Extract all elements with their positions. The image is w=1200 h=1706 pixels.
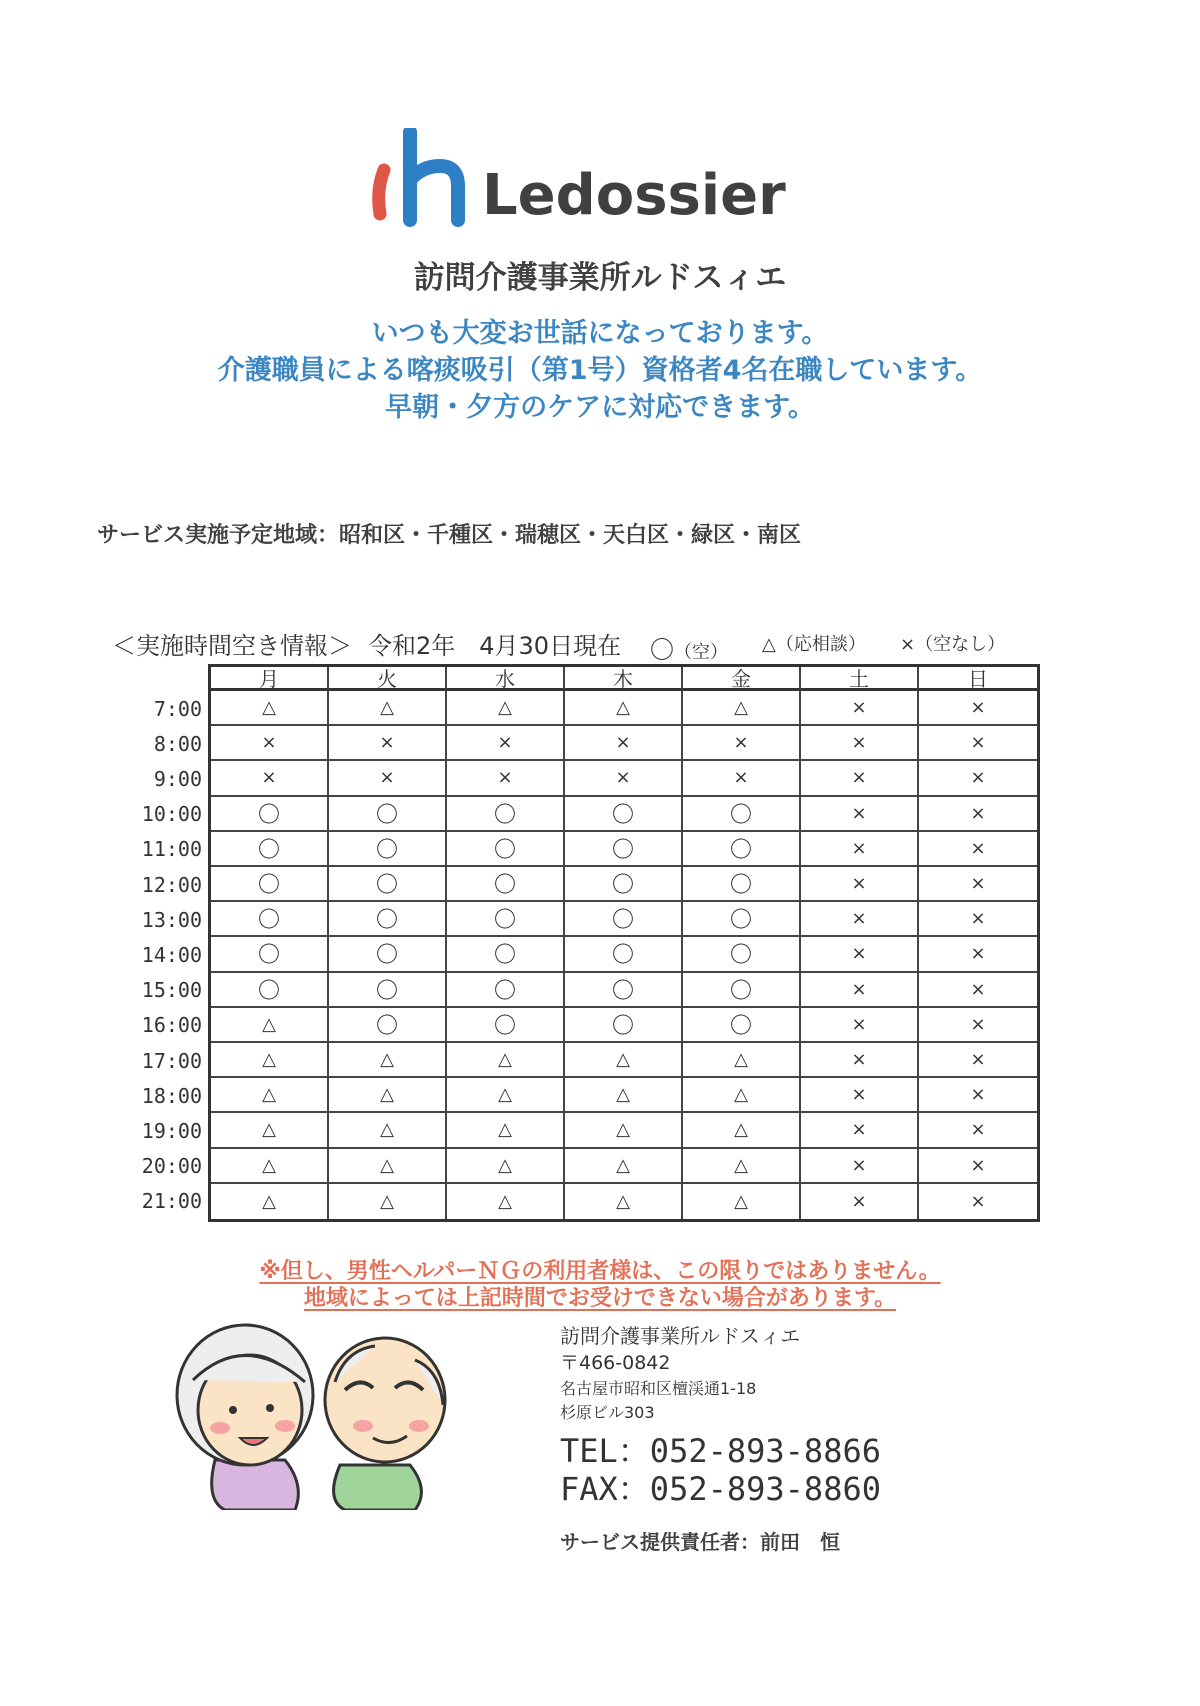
availability-cell: 〇 [683,832,801,867]
availability-cell: 〇 [683,797,801,832]
availability-cell: △ [211,1008,329,1043]
company-title: 訪問介護事業所ルドスィエ [413,260,787,296]
availability-cell: × [919,1078,1037,1113]
time-label: 21:00 [141,1189,202,1214]
availability-cell: × [919,937,1037,972]
availability-header [112,626,1052,664]
availability-cell: △ [211,1184,329,1219]
day-header: 日 [919,667,1037,691]
elderly-couple-illustration [145,1310,475,1510]
availability-cell: 〇 [447,937,565,972]
availability-cell: 〇 [683,867,801,902]
availability-cell: △ [683,1043,801,1078]
availability-table [208,664,1040,1222]
availability-cell: △ [565,1043,683,1078]
availability-cell: △ [565,1184,683,1219]
availability-cell: 〇 [683,937,801,972]
availability-cell: △ [447,1078,565,1113]
availability-cell: × [801,1043,919,1078]
availability-cell: △ [447,691,565,726]
availability-cell: × [801,902,919,937]
availability-cell: × [919,761,1037,796]
greeting-line-3: 早朝・夕方のケアに対応できます。 [385,392,815,423]
availability-cell: 〇 [447,867,565,902]
availability-cell: 〇 [565,937,683,972]
availability-cell: × [801,1008,919,1043]
time-label: 12:00 [141,872,202,897]
availability-cell: × [919,1149,1037,1184]
availability-cell: × [211,761,329,796]
legend-consult [762,630,866,656]
availability-cell: △ [329,1078,447,1113]
availability-cell: × [801,761,919,796]
availability-cell: △ [211,691,329,726]
company-logo [362,128,786,228]
legend-available-label: （空） [674,642,728,663]
availability-cell: 〇 [447,797,565,832]
availability-cell: × [919,867,1037,902]
day-header: 火 [329,667,447,691]
legend-available-symbol: 〇 [650,636,674,664]
time-label: 7:00 [153,696,202,721]
availability-cell: 〇 [565,973,683,1008]
availability-cell: △ [683,1149,801,1184]
time-label: 14:00 [141,943,202,967]
time-label: 15:00 [141,978,202,1003]
availability-date: 令和2年 4月30日現在 [368,632,622,660]
availability-cell: 〇 [683,1008,801,1043]
legend-available [650,630,728,665]
availability-cell: △ [211,1113,329,1148]
availability-cell: 〇 [447,1008,565,1043]
availability-cell: 〇 [329,1008,447,1043]
availability-cell: △ [447,1043,565,1078]
legend-full-symbol: × [900,634,916,655]
availability-cell: 〇 [211,973,329,1008]
availability-cell: × [329,761,447,796]
availability-cell: × [447,761,565,796]
service-area: サービス実施予定地域：昭和区・千種区・瑞穂区・天白区・緑区・南区 [97,523,802,548]
contact-address-line-2: 杉原ビル303 [560,1403,655,1422]
contact-name: 訪問介護事業所ルドスィエ [560,1324,801,1348]
availability-title: ＜実施時間空き情報＞ [112,632,352,660]
availability-cell: × [801,691,919,726]
contact-tel: TEL：052-893-8866 [560,1432,881,1470]
availability-cell: △ [211,1043,329,1078]
availability-cell: × [801,1184,919,1219]
day-header: 水 [447,667,565,691]
availability-cell: 〇 [211,832,329,867]
availability-cell: 〇 [683,902,801,937]
availability-cell: △ [565,1149,683,1184]
availability-cell: × [801,867,919,902]
availability-cell: 〇 [565,1008,683,1043]
availability-cell: × [447,726,565,761]
availability-cell: 〇 [447,973,565,1008]
legend-consult-label: （応相談） [775,634,866,655]
availability-cell: △ [565,691,683,726]
time-label: 11:00 [141,837,202,862]
availability-cell: × [801,726,919,761]
availability-cell: 〇 [329,832,447,867]
availability-cell: × [683,761,801,796]
availability-cell: × [919,1008,1037,1043]
time-label: 17:00 [141,1048,202,1073]
availability-cell: × [329,726,447,761]
contact-address-line-1: 名古屋市昭和区檀渓通1-18 [560,1379,757,1398]
logo-text: Ledossier [482,163,786,228]
availability-cell: × [919,1043,1037,1078]
availability-cell: △ [447,1184,565,1219]
note-line-1: ※但し、男性ヘルパーＮＧの利用者様は、この限りではありません。 [259,1259,941,1284]
legend-full-label: （空なし） [915,634,1006,655]
availability-cell: × [970,1190,986,1212]
availability-cell: × [919,832,1037,867]
availability-cell: 〇 [565,832,683,867]
availability-cell: △ [329,1113,447,1148]
grandfather-icon [325,1338,445,1510]
availability-cell: × [919,902,1037,937]
day-header: 金 [683,667,801,691]
availability-cell: × [801,973,919,1008]
availability-cell: 〇 [329,867,447,902]
availability-cell: △ [211,1149,329,1184]
time-label: 18:00 [141,1083,202,1108]
availability-cell: △ [683,1113,801,1148]
greeting-line-1: いつも大変お世話になっております。 [371,318,829,349]
legend-consult-symbol: △ [762,634,776,655]
availability-cell: △ [447,1113,565,1148]
availability-cell: △ [565,1113,683,1148]
availability-cell: △ [683,1184,801,1219]
availability-cell: × [565,761,683,796]
availability-cell: × [919,973,1037,1008]
availability-cell: × [801,1113,919,1148]
availability-cell: △ [447,1149,565,1184]
availability-cell: 〇 [565,797,683,832]
contact-postal-code: 〒466-0842 [560,1352,671,1374]
grandmother-icon [177,1325,313,1510]
availability-cell: △ [211,1078,329,1113]
time-label: 16:00 [141,1013,202,1038]
availability-cell: 〇 [329,973,447,1008]
availability-cell: × [565,726,683,761]
availability-cell: × [919,1113,1037,1148]
availability-cell: 〇 [447,902,565,937]
note-line-2: 地域によっては上記時間でお受けできない場合があります。 [303,1286,897,1311]
service-manager: サービス提供責任者：前田 恒 [560,1530,840,1554]
availability-cell: 〇 [329,902,447,937]
availability-cell: △ [329,1043,447,1078]
legend-full [900,630,1005,656]
availability-cell: 〇 [211,797,329,832]
time-label: 9:00 [153,767,202,791]
availability-cell: △ [329,1184,447,1219]
availability-cell: × [801,1078,919,1113]
time-label: 10:00 [141,802,202,827]
availability-cell: × [801,797,919,832]
logo-mark-icon [362,128,482,228]
availability-cell: 〇 [329,937,447,972]
time-label: 20:00 [141,1154,202,1179]
availability-cell: × [919,797,1037,832]
availability-cell: 〇 [211,867,329,902]
availability-cell: × [919,726,1037,761]
availability-cell: △ [329,1149,447,1184]
availability-cell: 〇 [211,902,329,937]
availability-cell: △ [683,691,801,726]
time-label: 19:00 [141,1119,202,1143]
availability-cell: 〇 [565,867,683,902]
availability-cell: × [801,937,919,972]
availability-cell: 〇 [565,902,683,937]
contact-fax: FAX：052-893-8860 [560,1470,881,1508]
availability-cell: × [683,726,801,761]
day-header: 月 [211,667,329,691]
availability-cell: △ [329,691,447,726]
availability-cell: 〇 [329,797,447,832]
availability-cell: 〇 [447,832,565,867]
availability-cell: × [211,726,329,761]
time-label: 13:00 [141,907,202,932]
availability-cell: × [919,691,1037,726]
availability-cell: △ [683,1078,801,1113]
time-label: 8:00 [153,731,202,756]
greeting-line-2: 介護職員による喀痰吸引（第1号）資格者4名在職しています。 [217,355,983,386]
availability-cell: × [801,1149,919,1184]
availability-cell: 〇 [683,973,801,1008]
availability-cell: △ [565,1078,683,1113]
availability-cell: 〇 [211,937,329,972]
day-header: 土 [801,667,919,691]
day-header: 木 [565,667,683,691]
availability-cell: × [801,832,919,867]
